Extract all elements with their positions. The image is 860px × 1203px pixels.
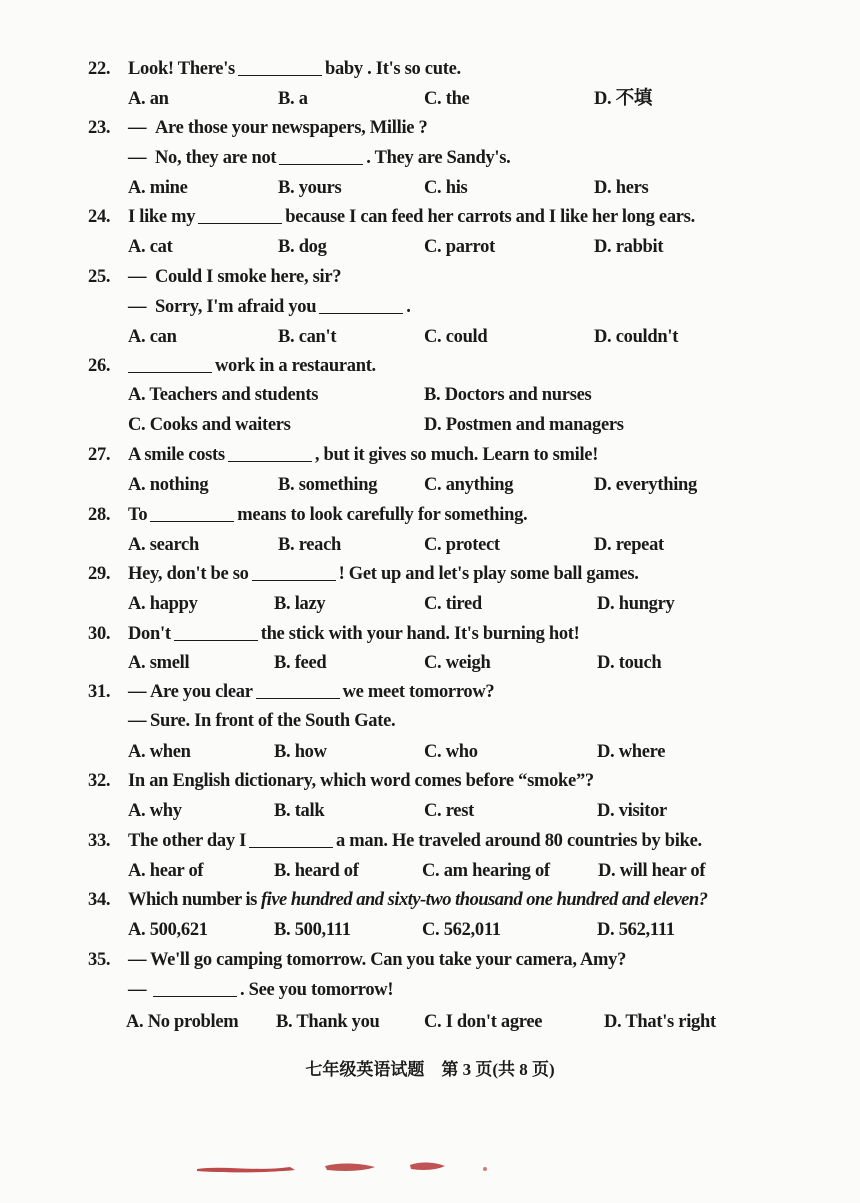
stamp-mark [195, 1160, 515, 1174]
option-b: B. how [274, 742, 327, 762]
question-27 [0, 440, 860, 470]
option-d: D. everything [594, 475, 697, 495]
option-a: A. smell [128, 653, 190, 673]
option-b: B. a [278, 89, 308, 109]
option-b: B. reach [278, 535, 342, 555]
question-25 [0, 262, 860, 292]
dialog-line-1: We'll go camping tomorrow. Can you take your camera, Amy? [150, 950, 627, 970]
question-32 [0, 766, 860, 796]
question-29 [0, 559, 860, 589]
option-c: C. rest [424, 801, 474, 821]
option-c: C. 562,011 [422, 920, 501, 940]
question-number: 23. [88, 118, 111, 138]
number-words: five hundred and sixty-two thousand one hundred and eleven [261, 890, 699, 910]
option-d: D. touch [597, 653, 662, 673]
answer-blank [252, 562, 336, 581]
question-number: 33. [88, 831, 111, 851]
dialog-dash: — [128, 682, 147, 702]
option-a: A. No problem [126, 1012, 239, 1032]
question-35 [0, 945, 860, 975]
question-number: 35. [88, 950, 111, 970]
question-22 [0, 54, 860, 84]
option-c: C. anything [424, 475, 514, 495]
option-a: A. when [128, 742, 191, 762]
options-28 [0, 530, 860, 560]
question-24 [0, 202, 860, 232]
answer-blank [319, 295, 403, 314]
answer-blank [198, 205, 282, 224]
option-b: B. something [278, 475, 378, 495]
option-a: A. nothing [128, 475, 209, 495]
question-number: 29. [88, 564, 111, 584]
option-b: B. 500,111 [274, 920, 351, 940]
options-32 [0, 796, 860, 826]
answer-blank [128, 354, 212, 373]
option-c: C. parrot [424, 237, 495, 257]
option-a: A. search [128, 535, 199, 555]
question-stem: Don't the stick with your hand. It's burning hot! [128, 624, 580, 644]
answer-blank [228, 443, 312, 462]
options-25 [0, 322, 860, 352]
option-d: D. 562,111 [597, 920, 675, 940]
options-34 [0, 915, 860, 945]
option-a: A. mine [128, 178, 188, 198]
option-c: C. tired [424, 594, 482, 614]
question-number: 30. [88, 624, 111, 644]
question-number: 34. [88, 890, 111, 910]
dialog-dash: — [128, 980, 147, 1000]
answer-blank [279, 146, 363, 165]
option-b: B. dog [278, 237, 327, 257]
option-c: C. I don't agree [424, 1012, 543, 1032]
option-b: B. lazy [274, 594, 326, 614]
dialog-line-2: No, they are not . They are Sandy's. [155, 148, 511, 168]
options-27 [0, 470, 860, 500]
options-33 [0, 856, 860, 886]
option-c: C. weigh [424, 653, 491, 673]
question-26 [0, 351, 860, 381]
question-number: 31. [88, 682, 111, 702]
options-22 [0, 84, 860, 114]
option-b: B. feed [274, 653, 327, 673]
answer-blank [150, 503, 234, 522]
question-23 [0, 113, 860, 143]
option-b: B. Doctors and nurses [424, 385, 592, 405]
option-d: D. visitor [597, 801, 667, 821]
dialog-dash: — [128, 297, 147, 317]
question-stem: Which number is five hundred and sixty-two thousand one hundred and eleven? [128, 890, 708, 910]
question-stem: The other day I a man. He traveled around 80 countries by bike. [128, 831, 702, 851]
option-d: D. hers [594, 178, 649, 198]
option-d: D. hungry [597, 594, 675, 614]
dialog-line-1: Are you clear we meet tomorrow? [150, 682, 495, 702]
option-c: C. could [424, 327, 488, 347]
dialog-dash: — [128, 950, 147, 970]
option-d: D. 不填 [594, 89, 653, 109]
answer-blank [256, 680, 340, 699]
option-c: C. his [424, 178, 468, 198]
question-number: 22. [88, 59, 111, 79]
options-26-row-2 [0, 410, 860, 440]
dialog-line-2: . See you tomorrow! [150, 975, 393, 1005]
question-31 [0, 677, 860, 707]
option-a: A. Teachers and students [128, 385, 319, 405]
dialog-dash: — [128, 118, 147, 138]
answer-blank [153, 978, 237, 997]
option-a: A. can [128, 327, 177, 347]
option-d: D. That's right [604, 1012, 716, 1032]
option-c: C. who [424, 742, 478, 762]
options-26-row-1 [0, 380, 860, 410]
dialog-dash: — [128, 148, 147, 168]
option-a: A. happy [128, 594, 198, 614]
question-stem: I like my because I can feed her carrots and I like her long ears. [128, 207, 695, 227]
question-31-line-2 [0, 706, 860, 736]
option-a: A. cat [128, 237, 173, 257]
dialog-line-2: Sure. In front of the South Gate. [150, 711, 396, 731]
question-stem: In an English dictionary, which word comes before “smoke”? [128, 771, 594, 791]
options-35 [0, 1007, 860, 1037]
options-31 [0, 737, 860, 767]
dialog-line-2: Sorry, I'm afraid you . [155, 297, 411, 317]
answer-blank [238, 57, 322, 76]
page-footer: 七年级英语试题 第 3 页(共 8 页) [305, 1060, 555, 1079]
option-d: D. couldn't [594, 327, 679, 347]
option-a: A. an [128, 89, 169, 109]
option-c: C. the [424, 89, 470, 109]
option-b: B. Thank you [276, 1012, 380, 1032]
question-stem: To means to look carefully for something. [128, 505, 528, 525]
question-number: 25. [88, 267, 111, 287]
dialog-line-1: Are those your newspapers, Millie ? [155, 118, 428, 138]
option-d: D. rabbit [594, 237, 664, 257]
dialog-dash: — [128, 711, 147, 731]
option-c: C. protect [424, 535, 500, 555]
options-23 [0, 173, 860, 203]
option-d: D. repeat [594, 535, 664, 555]
options-24 [0, 232, 860, 262]
question-25-line-2 [0, 292, 860, 322]
question-28 [0, 500, 860, 530]
question-number: 28. [88, 505, 111, 525]
options-30 [0, 648, 860, 678]
question-stem: Look! There's baby . It's so cute. [128, 59, 461, 79]
question-number: 24. [88, 207, 111, 227]
question-35-line-2 [0, 975, 860, 1005]
option-b: B. heard of [274, 861, 359, 881]
question-number: 27. [88, 445, 111, 465]
option-b: B. yours [278, 178, 342, 198]
question-33 [0, 826, 860, 856]
dialog-dash: — [128, 267, 147, 287]
question-30 [0, 619, 860, 649]
option-b: B. can't [278, 327, 337, 347]
question-34 [0, 885, 860, 915]
answer-blank [174, 622, 258, 641]
options-29 [0, 589, 860, 619]
option-d: D. where [597, 742, 666, 762]
question-number: 26. [88, 356, 111, 376]
question-number: 32. [88, 771, 111, 791]
question-stem: A smile costs , but it gives so much. Learn to smile! [128, 445, 599, 465]
option-a: A. 500,621 [128, 920, 208, 940]
option-a: A. hear of [128, 861, 204, 881]
question-stem: work in a restaurant. [128, 351, 376, 381]
option-d: D. will hear of [598, 861, 706, 881]
answer-blank [249, 829, 333, 848]
dialog-line-1: Could I smoke here, sir? [155, 267, 342, 287]
option-a: A. why [128, 801, 182, 821]
option-b: B. talk [274, 801, 325, 821]
question-23-line-2 [0, 143, 860, 173]
option-d: D. Postmen and managers [424, 415, 624, 435]
option-c: C. Cooks and waiters [128, 415, 291, 435]
option-c: C. am hearing of [422, 861, 550, 881]
question-stem: Hey, don't be so ! Get up and let's play some ball games. [128, 564, 639, 584]
